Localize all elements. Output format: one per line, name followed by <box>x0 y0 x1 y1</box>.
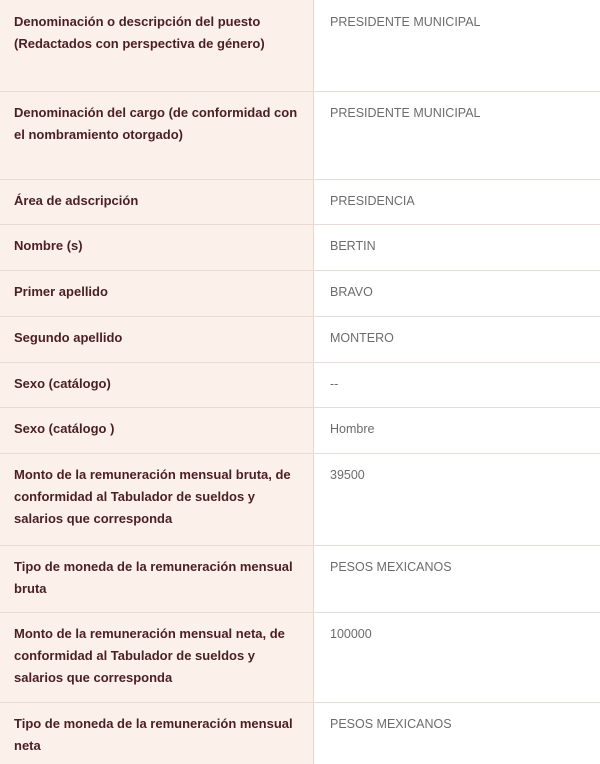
field-value: PRESIDENTE MUNICIPAL <box>314 92 600 179</box>
table-row <box>0 317 600 363</box>
table-row <box>0 613 600 703</box>
field-label: Tipo de moneda de la remuneración mensual neta <box>0 703 314 764</box>
field-value: PESOS MEXICANOS <box>314 703 600 764</box>
field-value: Hombre <box>314 408 600 453</box>
field-value: 39500 <box>314 454 600 545</box>
field-label: Denominación o descripción del puesto (Redactados con perspectiva de género) <box>0 0 314 91</box>
table-row <box>0 0 600 92</box>
table-row <box>0 408 600 454</box>
table-row <box>0 92 600 180</box>
table-row <box>0 454 600 546</box>
field-label: Denominación del cargo (de conformidad con el nombramiento otorgado) <box>0 92 314 179</box>
field-label: Área de adscripción <box>0 180 314 224</box>
table-row <box>0 225 600 271</box>
field-label: Monto de la remuneración mensual neta, de conformidad al Tabulador de sueldos y salarios que corresponda <box>0 613 314 702</box>
field-value: 100000 <box>314 613 600 702</box>
field-label: Segundo apellido <box>0 317 314 362</box>
table-row <box>0 363 600 408</box>
field-value: -- <box>314 363 600 407</box>
table-row <box>0 271 600 317</box>
field-label: Primer apellido <box>0 271 314 316</box>
table-row <box>0 180 600 225</box>
field-label: Sexo (catálogo) <box>0 363 314 407</box>
field-value: MONTERO <box>314 317 600 362</box>
field-value: PRESIDENCIA <box>314 180 600 224</box>
field-label: Sexo (catálogo ) <box>0 408 314 453</box>
field-value: PESOS MEXICANOS <box>314 546 600 612</box>
field-value: PRESIDENTE MUNICIPAL <box>314 0 600 91</box>
table-row <box>0 703 600 764</box>
field-label: Nombre (s) <box>0 225 314 270</box>
table-row <box>0 546 600 613</box>
field-value: BRAVO <box>314 271 600 316</box>
field-label: Monto de la remuneración mensual bruta, de conformidad al Tabulador de sueldos y salarios que corresponda <box>0 454 314 545</box>
field-value: BERTIN <box>314 225 600 270</box>
field-label: Tipo de moneda de la remuneración mensual bruta <box>0 546 314 612</box>
